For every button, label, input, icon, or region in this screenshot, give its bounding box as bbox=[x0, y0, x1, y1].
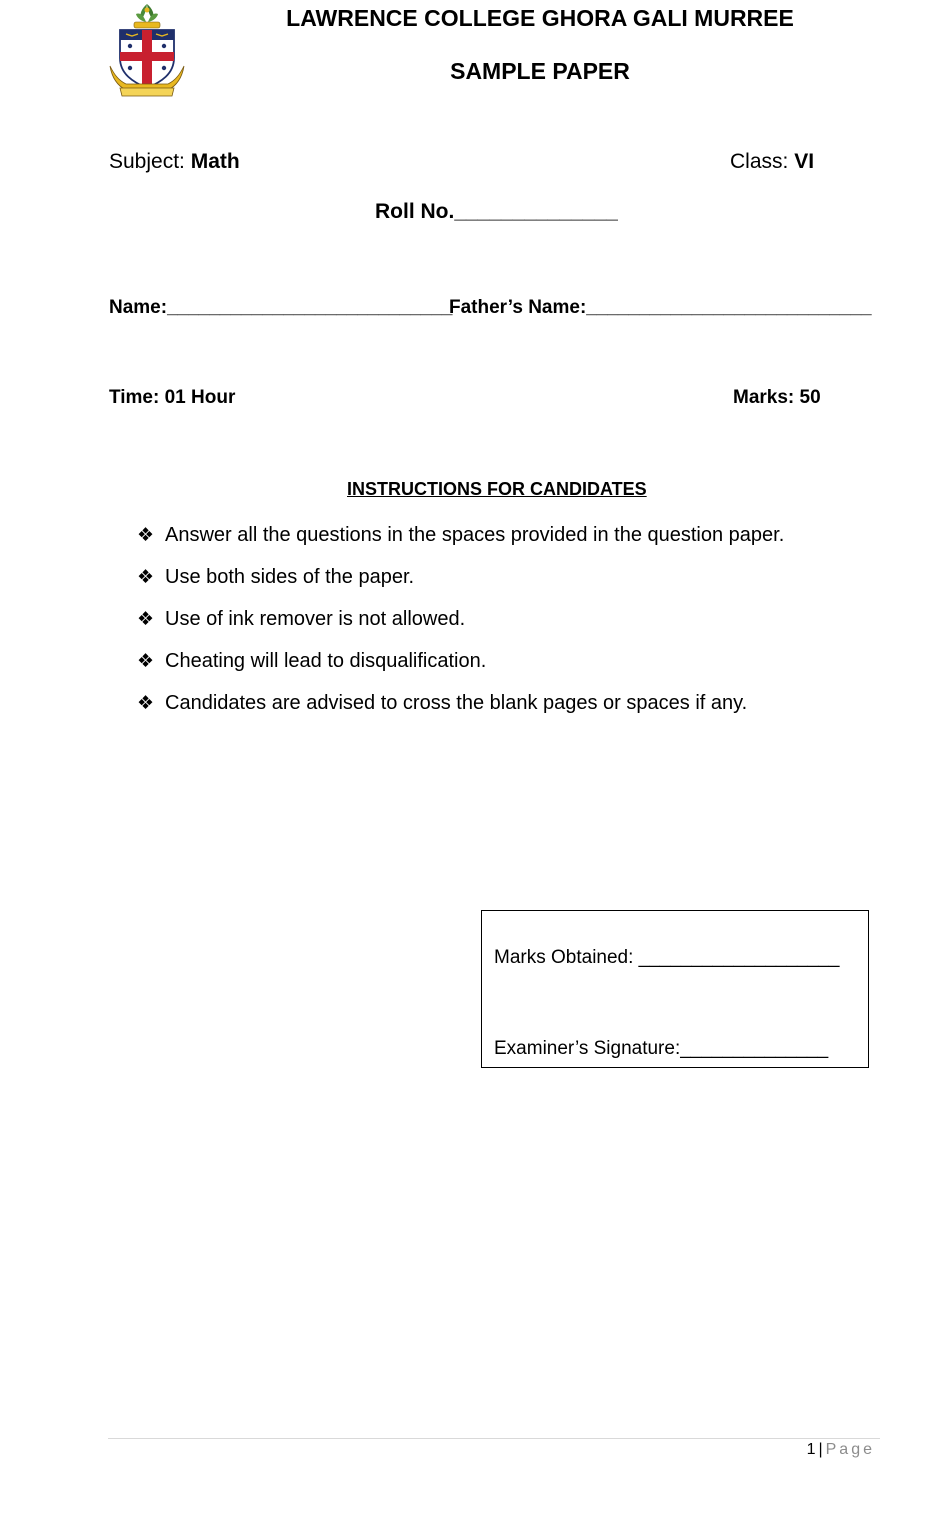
diamond-bullet-icon: ❖ bbox=[137, 566, 155, 588]
diamond-bullet-icon: ❖ bbox=[137, 524, 155, 546]
total-marks: Marks: 50 bbox=[733, 387, 821, 408]
page-footer bbox=[807, 1441, 875, 1459]
diamond-bullet-icon: ❖ bbox=[137, 650, 155, 672]
class-field bbox=[730, 150, 814, 174]
diamond-bullet-icon: ❖ bbox=[137, 692, 155, 714]
subject-value: Math bbox=[190, 150, 240, 173]
class-label: Class: bbox=[730, 150, 789, 173]
footer-separator: | bbox=[818, 1441, 823, 1458]
time-allowed: Time: 01 Hour bbox=[109, 387, 236, 408]
subject-field bbox=[109, 150, 240, 174]
marks-obtained-box bbox=[481, 910, 869, 1068]
roll-number-field[interactable]: Roll No.______________ bbox=[375, 200, 618, 223]
instruction-text: Use of ink remover is not allowed. bbox=[165, 608, 466, 630]
school-name: LAWRENCE COLLEGE GHORA GALI MURREE bbox=[286, 5, 794, 31]
class-value: VI bbox=[794, 150, 815, 173]
instruction-item bbox=[137, 606, 784, 648]
instruction-text: Use both sides of the paper. bbox=[165, 566, 415, 588]
instruction-item bbox=[137, 564, 784, 606]
instructions-heading: INSTRUCTIONS FOR CANDIDATES bbox=[347, 479, 647, 499]
instruction-text: Candidates are advised to cross the blank pages or spaces if any. bbox=[165, 692, 748, 714]
subject-label: Subject: bbox=[109, 150, 185, 173]
name-field[interactable]: Name:___________________________ bbox=[109, 297, 453, 318]
page-number: 1 bbox=[806, 1441, 816, 1458]
instruction-text: Answer all the questions in the spaces provided in the question paper. bbox=[165, 524, 785, 546]
instruction-text: Cheating will lead to disqualification. bbox=[165, 650, 487, 672]
instruction-item bbox=[137, 690, 784, 732]
footer-divider bbox=[108, 1438, 880, 1439]
examiner-signature-field[interactable]: Examiner’s Signature:______________ bbox=[494, 1038, 829, 1059]
instruction-item bbox=[137, 648, 784, 690]
diamond-bullet-icon: ❖ bbox=[137, 608, 155, 630]
instructions-list bbox=[137, 522, 784, 732]
marks-obtained-field[interactable]: Marks Obtained: ___________________ bbox=[494, 947, 840, 968]
paper-title: SAMPLE PAPER bbox=[450, 58, 630, 84]
fathers-name-field[interactable]: Father’s Name:___________________________ bbox=[449, 297, 872, 318]
page-label: Page bbox=[825, 1441, 875, 1458]
instruction-item bbox=[137, 522, 784, 564]
